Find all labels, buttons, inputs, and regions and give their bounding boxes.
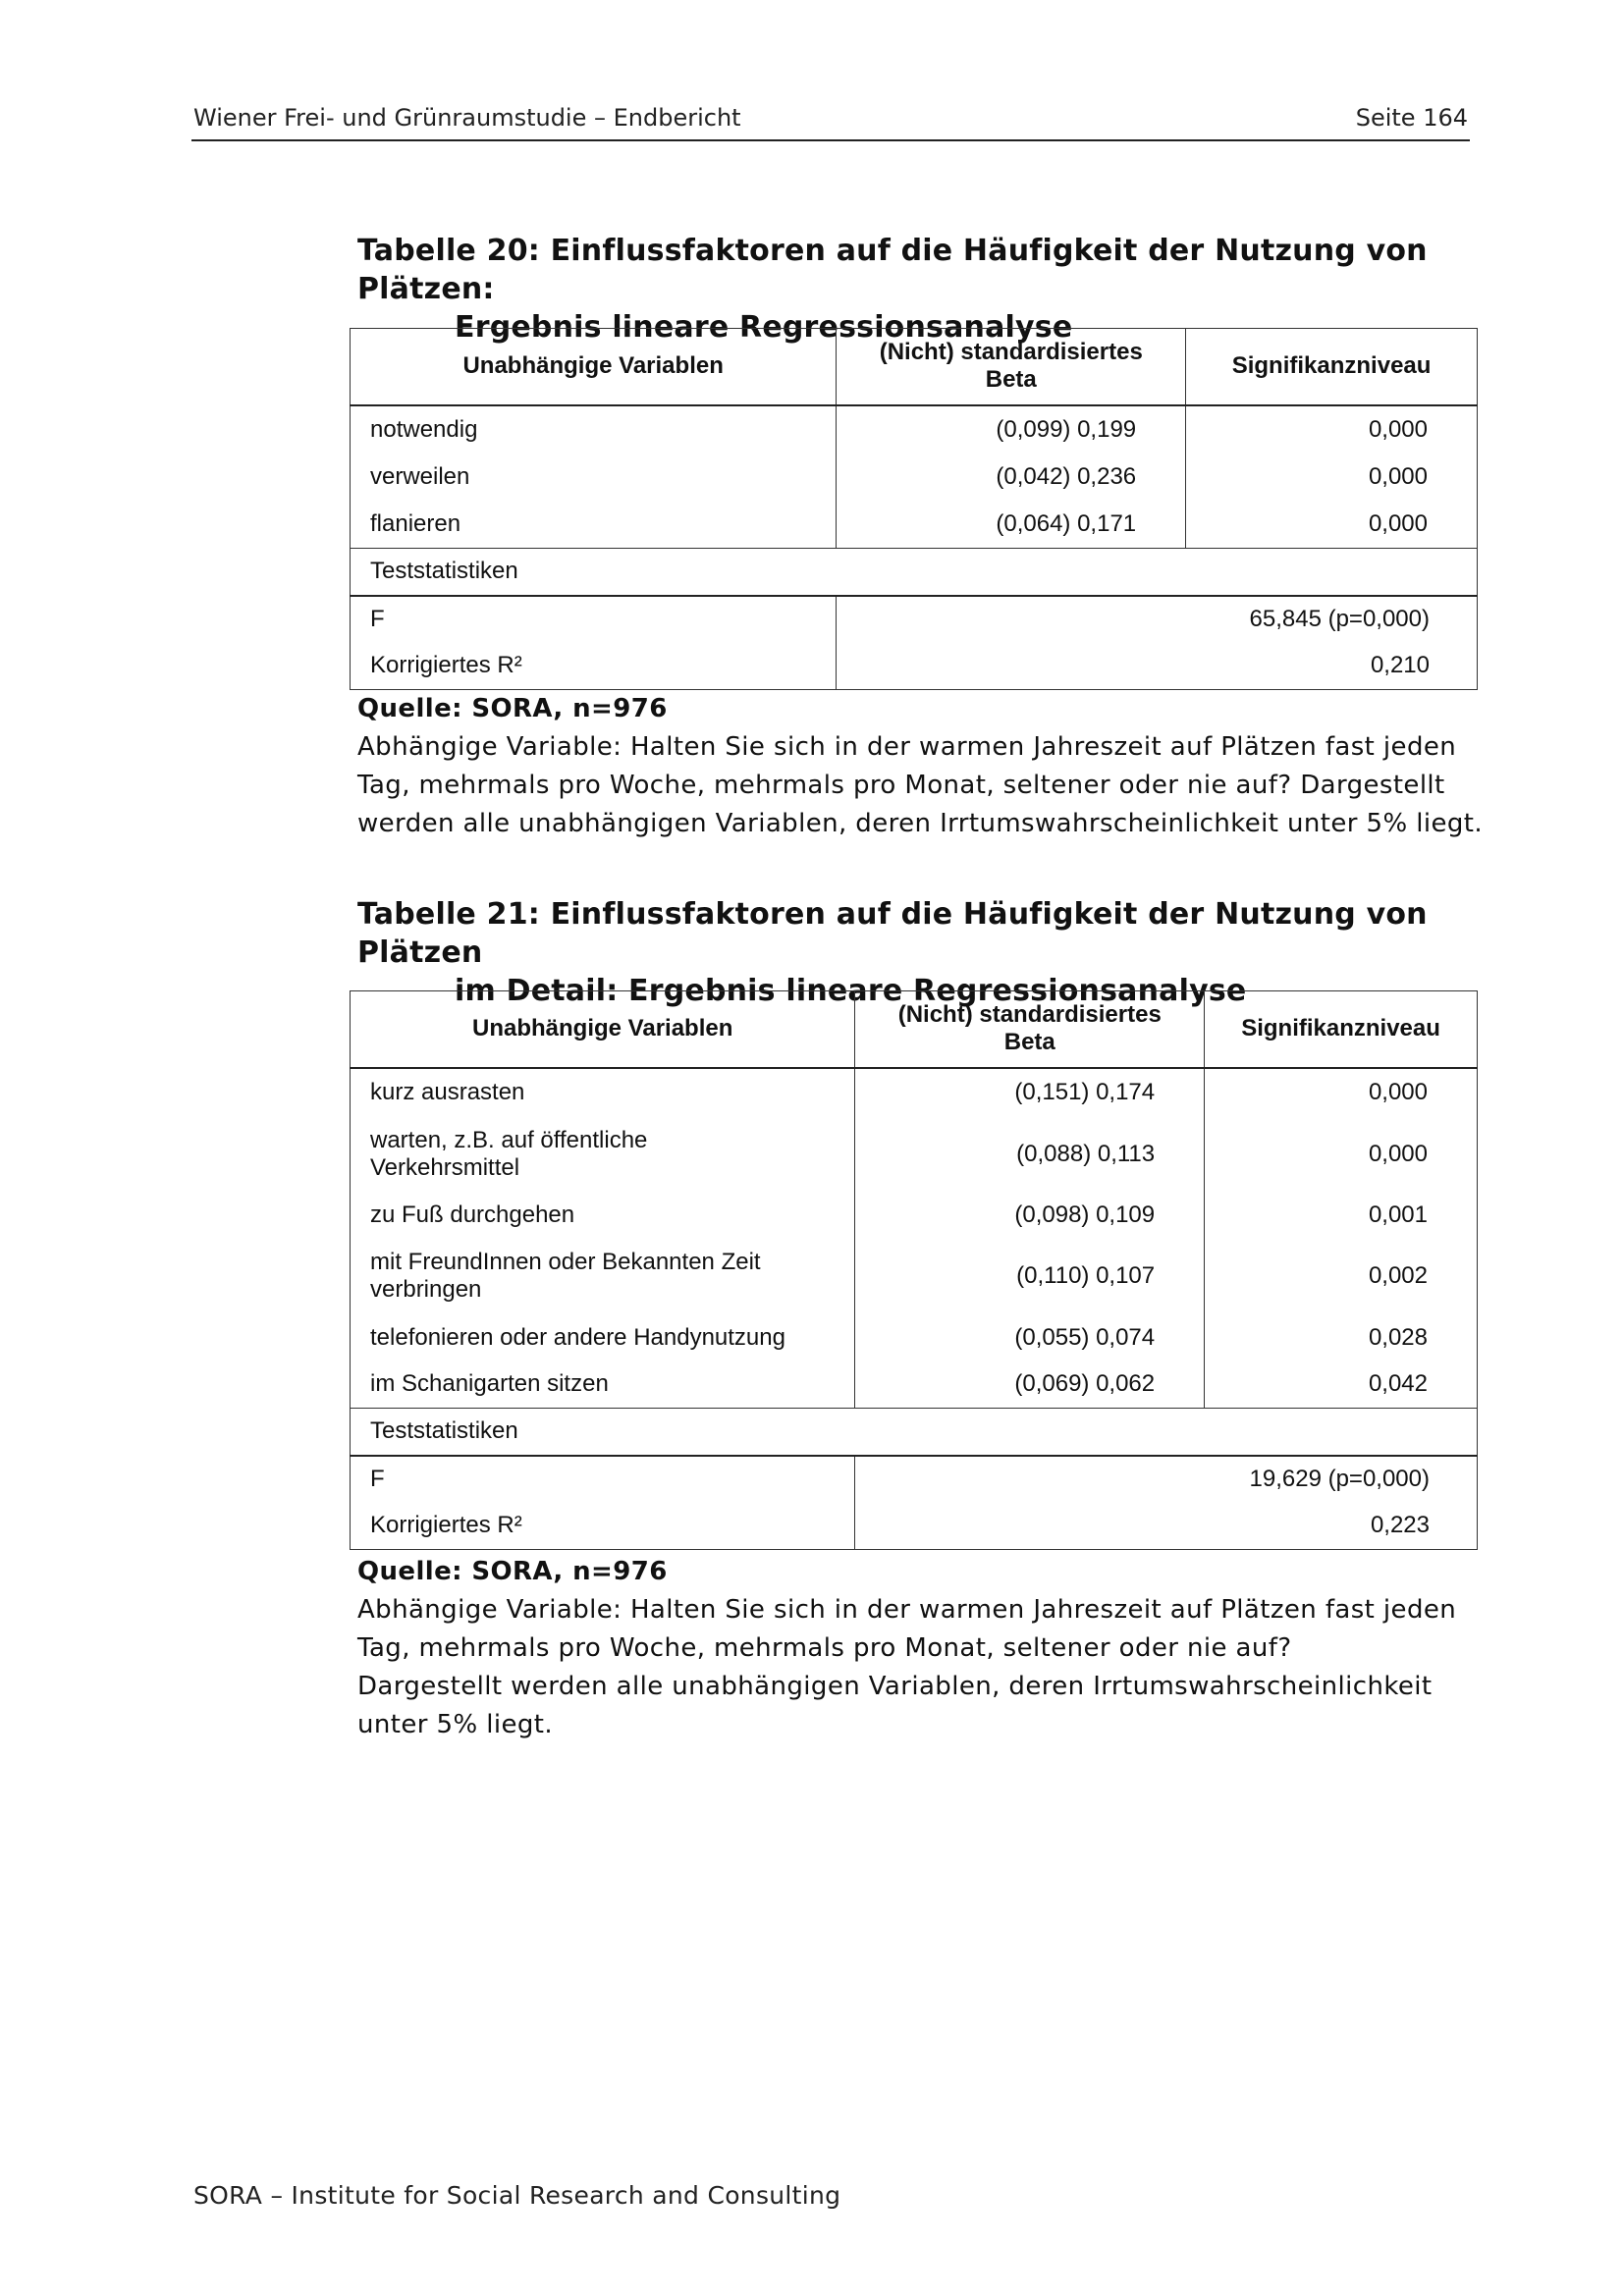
beta-value: (0,151) 0,174 xyxy=(855,1068,1205,1117)
variable-label: im Schanigarten sitzen xyxy=(351,1362,855,1409)
caption-line: Tabelle 20: Einflussfaktoren auf die Häufigkeit der Nutzung von Plätzen: xyxy=(357,234,1428,306)
significance-value: 0,028 xyxy=(1205,1314,1478,1362)
caption-line: im Detail: Ergebnis lineare Regressionsanalyse xyxy=(455,974,1247,1008)
variable-label: warten, z.B. auf öffentliche Verkehrsmittel xyxy=(351,1117,855,1192)
test-statistics-row xyxy=(351,549,1478,596)
table-row xyxy=(351,1192,1478,1239)
table-20 xyxy=(350,328,1478,690)
significance-value: 0,042 xyxy=(1205,1362,1478,1409)
column-header: (Nicht) standardisiertes Beta xyxy=(837,329,1186,405)
source-line: Quelle: SORA, n=976 xyxy=(357,1557,668,1586)
significance-value: 0,002 xyxy=(1205,1239,1478,1314)
variable-label: telefonieren oder andere Handynutzung xyxy=(351,1314,855,1362)
table-21-note xyxy=(357,1553,1487,1744)
statistic-row xyxy=(351,1456,1478,1503)
table-row xyxy=(351,405,1478,454)
table-20-note xyxy=(357,690,1487,843)
significance-value: 0,001 xyxy=(1205,1192,1478,1239)
table-row xyxy=(351,1117,1478,1192)
report-title: Wiener Frei- und Grünraumstudie – Endbericht xyxy=(193,104,741,132)
table-row xyxy=(351,1239,1478,1314)
test-statistics-row xyxy=(351,1409,1478,1456)
column-header: (Nicht) standardisiertes Beta xyxy=(855,991,1205,1068)
statistic-value: 65,845 (p=0,000) xyxy=(837,596,1478,643)
source-line: Quelle: SORA, n=976 xyxy=(357,694,668,723)
statistic-label: Korrigiertes R² xyxy=(351,643,837,690)
table-row xyxy=(351,1362,1478,1409)
beta-value: (0,099) 0,199 xyxy=(837,405,1186,454)
test-statistics-label: Teststatistiken xyxy=(351,1409,1478,1456)
column-header: Unabhängige Variablen xyxy=(351,329,837,405)
statistic-row xyxy=(351,596,1478,643)
table-21 xyxy=(350,990,1478,1550)
column-header: Unabhängige Variablen xyxy=(351,991,855,1068)
page-header xyxy=(191,102,1470,141)
column-header: Signifikanzniveau xyxy=(1186,329,1478,405)
beta-value: (0,069) 0,062 xyxy=(855,1362,1205,1409)
table-row xyxy=(351,1314,1478,1362)
table-row xyxy=(351,1068,1478,1117)
beta-value: (0,064) 0,171 xyxy=(837,501,1186,549)
statistic-value: 0,223 xyxy=(855,1503,1478,1550)
variable-label: kurz ausrasten xyxy=(351,1068,855,1117)
statistic-label: Korrigiertes R² xyxy=(351,1503,855,1550)
table-header-row xyxy=(351,329,1478,405)
variable-label: verweilen xyxy=(351,454,837,501)
statistic-row xyxy=(351,643,1478,690)
beta-value: (0,055) 0,074 xyxy=(855,1314,1205,1362)
column-header: Signifikanzniveau xyxy=(1205,991,1478,1068)
test-statistics-label: Teststatistiken xyxy=(351,549,1478,596)
caption-line: Tabelle 21: Einflussfaktoren auf die Häufigkeit der Nutzung von Plätzen xyxy=(357,897,1428,970)
statistic-value: 0,210 xyxy=(837,643,1478,690)
note-line: unter 5% liegt. xyxy=(357,1710,554,1739)
table-row xyxy=(351,454,1478,501)
significance-value: 0,000 xyxy=(1186,454,1478,501)
significance-value: 0,000 xyxy=(1205,1117,1478,1192)
note-text: Abhängige Variable: Halten Sie sich in der warmen Jahreszeit auf Plätzen fast jeden Tag, mehrmals pro Woche, mehrmals pro Monat, seltener oder nie auf? Dargestellt werden alle unabhängigen Variablen, deren Irrtumswahrscheinlichkeit unter 5% liegt. xyxy=(357,732,1484,838)
variable-label: notwendig xyxy=(351,405,837,454)
statistic-label: F xyxy=(351,596,837,643)
statistic-row xyxy=(351,1503,1478,1550)
significance-value: 0,000 xyxy=(1186,501,1478,549)
beta-value: (0,088) 0,113 xyxy=(855,1117,1205,1192)
page-number: Seite 164 xyxy=(1355,104,1468,132)
beta-value: (0,110) 0,107 xyxy=(855,1239,1205,1314)
note-line: Tag, mehrmals pro Woche, mehrmals pro Monat, seltener oder nie auf? xyxy=(357,1633,1292,1663)
table-header-row xyxy=(351,991,1478,1068)
note-line: Abhängige Variable: Halten Sie sich in der warmen Jahreszeit auf Plätzen fast jeden xyxy=(357,1595,1457,1625)
significance-value: 0,000 xyxy=(1205,1068,1478,1117)
variable-label: mit FreundInnen oder Bekannten Zeit verbringen xyxy=(351,1239,855,1314)
page-footer: SORA – Institute for Social Research and Consulting xyxy=(193,2181,841,2210)
statistic-label: F xyxy=(351,1456,855,1503)
significance-value: 0,000 xyxy=(1186,405,1478,454)
statistic-value: 19,629 (p=0,000) xyxy=(855,1456,1478,1503)
beta-value: (0,098) 0,109 xyxy=(855,1192,1205,1239)
variable-label: zu Fuß durchgehen xyxy=(351,1192,855,1239)
note-line: Dargestellt werden alle unabhängigen Variablen, deren Irrtumswahrscheinlichkeit xyxy=(357,1672,1433,1701)
table-row xyxy=(351,501,1478,549)
caption-line: Ergebnis lineare Regressionsanalyse xyxy=(455,310,1073,345)
variable-label: flanieren xyxy=(351,501,837,549)
beta-value: (0,042) 0,236 xyxy=(837,454,1186,501)
